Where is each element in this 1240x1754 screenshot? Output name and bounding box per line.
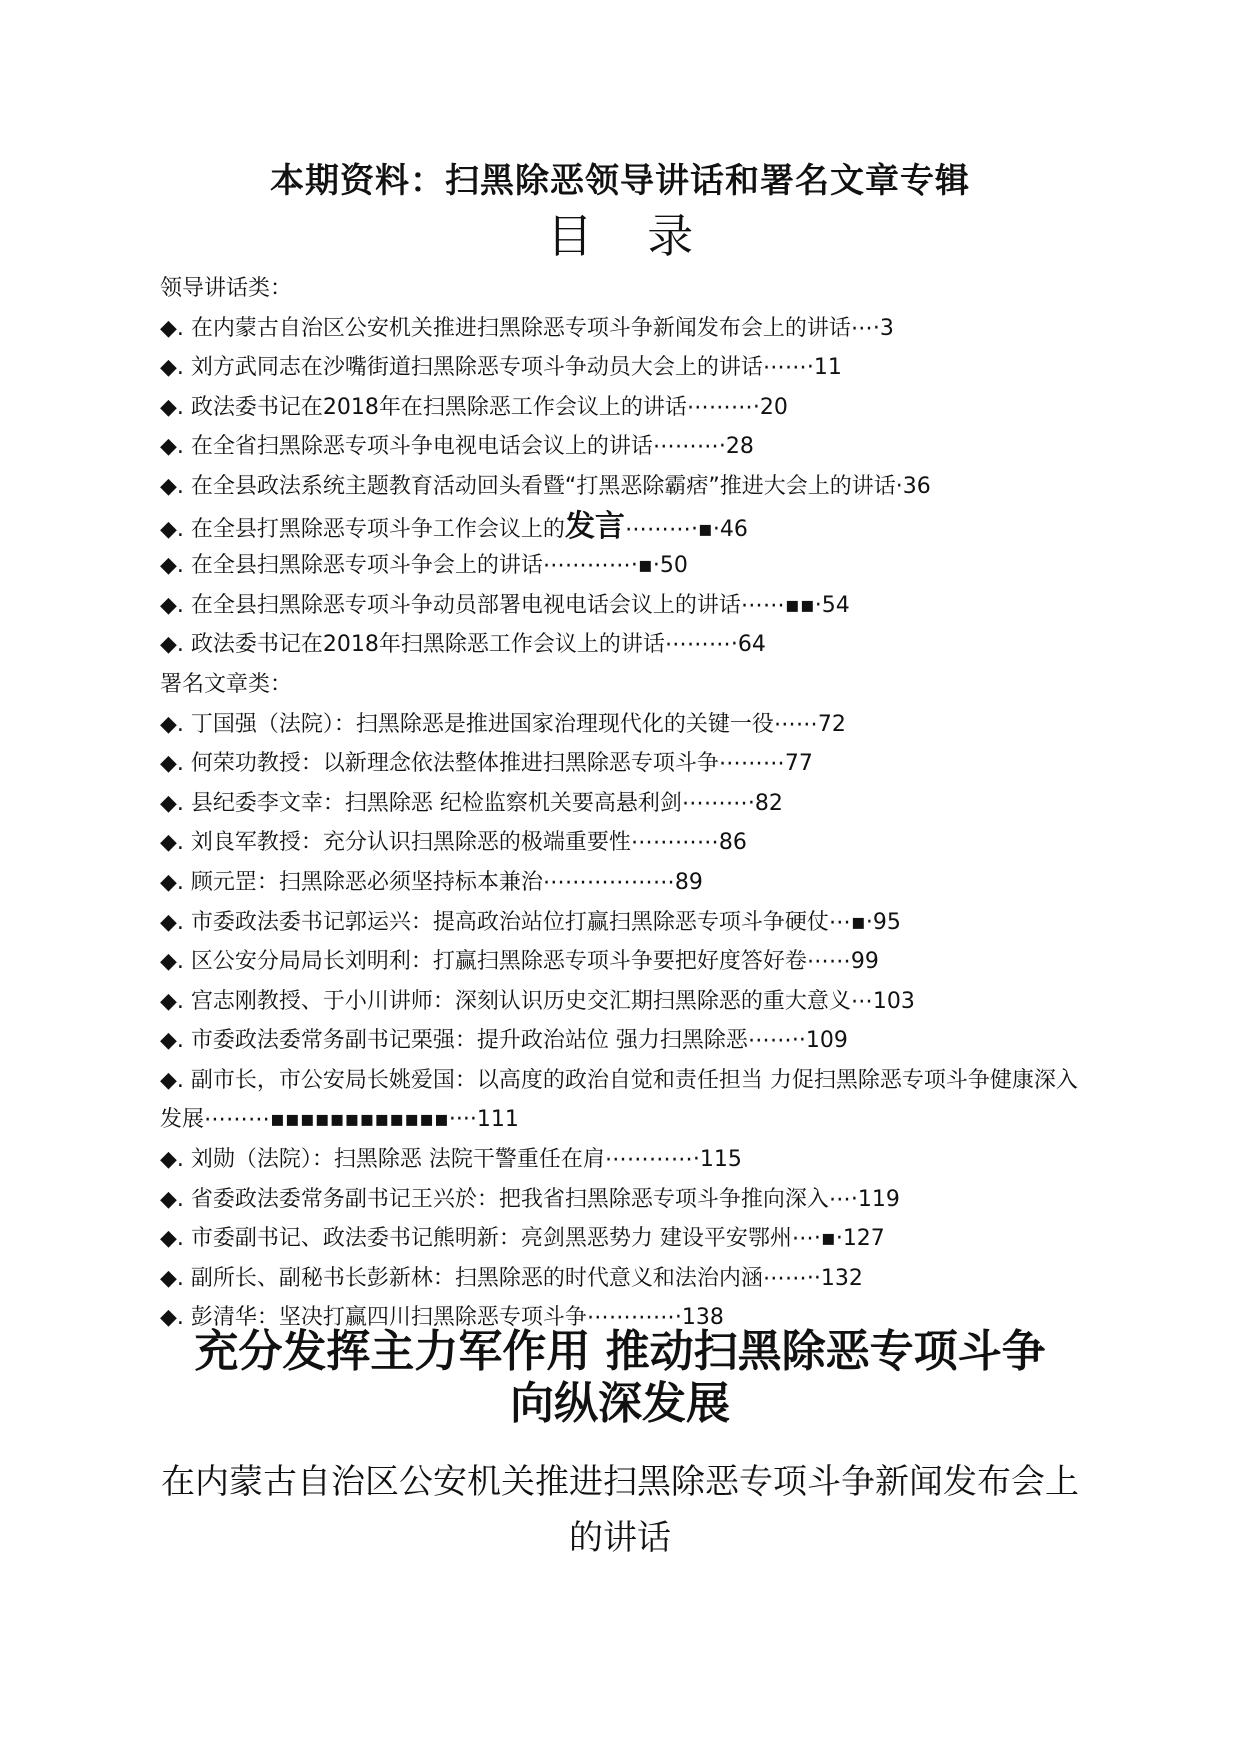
toc-entry[interactable]: [160, 1140, 1090, 1180]
toc-entry[interactable]: [160, 507, 1090, 547]
diamond-bullet-icon: ◆.: [160, 1147, 184, 1173]
toc-entry-text: 在全县扫黑除恶专项斗争动员部署电视电话会议上的讲话⋯⋯▪▪·54: [190, 592, 850, 618]
diamond-bullet-icon: ◆.: [160, 315, 184, 341]
toc-entry[interactable]: [160, 348, 1090, 388]
article-title: [150, 1326, 1090, 1430]
toc-entry-text: 省委政法委常务副书记王兴於：把我省扫黑除恶专项斗争推向深入⋯·119: [190, 1186, 900, 1212]
toc-entry-text: 刘良军教授：充分认识扫黑除恶的极端重要性⋯⋯⋯⋯86: [190, 830, 747, 856]
diamond-bullet-icon: ◆.: [160, 355, 184, 381]
toc-entry[interactable]: [160, 309, 1090, 349]
toc-entry-text: 在内蒙古自治区公安机关推进扫黑除恶专项斗争新闻发布会上的讲话⋯·3: [190, 315, 894, 341]
diamond-bullet-icon: ◆.: [160, 434, 184, 460]
toc-entry-text: 在全县扫黑除恶专项斗争会上的讲话⋯⋯⋯⋯·▪·50: [190, 553, 688, 579]
toc-entry[interactable]: [160, 625, 1090, 665]
toc-entry-text: 顾元罡：扫黑除恶必须坚持标本兼治⋯⋯⋯⋯⋯⋯89: [190, 869, 703, 895]
toc-entry[interactable]: [160, 784, 1090, 824]
toc-entry[interactable]: [160, 823, 1090, 863]
article-subtitle-line: 的讲话: [569, 1518, 671, 1558]
diamond-bullet-icon: ◆.: [160, 516, 184, 542]
diamond-bullet-icon: ◆.: [160, 394, 184, 420]
diamond-bullet-icon: ◆.: [160, 830, 184, 856]
toc-entry-text: 副所长、副秘书长彭新林：扫黑除恶的时代意义和法治内涵⋯⋯··132: [190, 1265, 863, 1291]
diamond-bullet-icon: ◆.: [160, 711, 184, 737]
toc-entry[interactable]: [160, 546, 1090, 586]
issue-heading: 本期资料：扫黑除恶领导讲话和署名文章专辑: [270, 161, 970, 201]
diamond-bullet-icon: ◆.: [160, 1028, 184, 1054]
toc-entry[interactable]: [160, 942, 1090, 982]
article-subtitle: [150, 1454, 1090, 1566]
toc-entry-text: 副市长，市公安局长姚爱国：以高度的政治自觉和责任担当 力促扫黑除恶专项斗争健康深入发展⋯⋯⋯▪▪▪▪▪▪▪▪▪▪▪▪····111: [160, 1067, 1078, 1133]
diamond-bullet-icon: ◆.: [160, 473, 184, 499]
diamond-bullet-icon: ◆.: [160, 1226, 184, 1252]
diamond-bullet-icon: ◆.: [160, 1186, 184, 1212]
toc-entry-text: 政法委书记在2018年在扫黑除恶工作会议上的讲话⋯⋯⋯·20: [190, 394, 788, 420]
toc-entry[interactable]: [160, 1061, 1090, 1140]
toc-entry[interactable]: [160, 1180, 1090, 1220]
toc-entry-suffix: ⋯⋯⋯·▪·46: [624, 516, 748, 542]
diamond-bullet-icon: ◆.: [160, 751, 184, 777]
diamond-bullet-icon: ◆.: [160, 909, 184, 935]
toc-entry[interactable]: [160, 388, 1090, 428]
toc-entry-emphasis: 发言: [564, 508, 625, 544]
toc-entry-text: 在全县政法系统主题教育活动回头看暨“打黑恶除霸痞”推进大会上的讲话·36: [190, 473, 931, 499]
toc-entry-text: 在全省扫黑除恶专项斗争电视电话会议上的讲话⋯⋯⋯·28: [190, 434, 754, 460]
toc-section-speeches: 领导讲话类：: [160, 276, 293, 301]
toc-entry-text: 市委政法委常务副书记栗强：提升政治站位 强力扫黑除恶⋯⋯··109: [190, 1028, 848, 1054]
diamond-bullet-icon: ◆.: [160, 592, 184, 618]
diamond-bullet-icon: ◆.: [160, 1067, 184, 1093]
toc-entry-text: 政法委书记在2018年扫黑除恶工作会议上的讲话⋯⋯⋯·64: [190, 632, 766, 658]
toc-entry-prefix: 在全县打黑除恶专项斗争工作会议上的: [190, 516, 565, 542]
article-title-line: 向纵深发展: [510, 1378, 730, 1429]
toc-entry[interactable]: [160, 427, 1090, 467]
toc-entry[interactable]: [160, 586, 1090, 626]
diamond-bullet-icon: ◆.: [160, 988, 184, 1014]
article-subtitle-line: 在内蒙古自治区公安机关推进扫黑除恶专项斗争新闻发布会上: [161, 1462, 1079, 1502]
toc-entry[interactable]: [160, 903, 1090, 943]
toc-entry[interactable]: [160, 467, 1090, 507]
toc-entry[interactable]: [160, 705, 1090, 745]
toc-entry-text: 宫志刚教授、于小川讲师：深刻认识历史交汇期扫黑除恶的重大意义⋯103: [190, 988, 915, 1014]
toc-entry-text: 市委副书记、政法委书记熊明新：亮剑黑恶势力 建设平安鄂州⋯·▪·127: [190, 1226, 885, 1252]
diamond-bullet-icon: ◆.: [160, 1305, 184, 1331]
diamond-bullet-icon: ◆.: [160, 790, 184, 816]
toc-entry-text: 彭清华：坚决打赢四川扫黑除恶专项斗争⋯⋯⋯⋯·138: [190, 1305, 724, 1331]
toc-entry-text: 市委政法委书记郭运兴：提高政治站位打赢扫黑除恶专项斗争硬仗⋯▪·95: [190, 909, 901, 935]
toc-entry[interactable]: [160, 1219, 1090, 1259]
diamond-bullet-icon: ◆.: [160, 1265, 184, 1291]
toc-title: 目 录: [546, 209, 694, 263]
toc-section-articles: 署名文章类：: [160, 671, 293, 697]
toc-entry[interactable]: [160, 982, 1090, 1022]
diamond-bullet-icon: ◆.: [160, 632, 184, 658]
toc-entry-text: 刘勋（法院）：扫黑除恶 法院干警重任在肩⋯⋯⋯⋯·115: [190, 1147, 742, 1173]
toc-entry-text: 区公安分局局长刘明利：打赢扫黑除恶专项斗争要把好度答好卷⋯⋯99: [190, 949, 879, 975]
toc-entry-text: 刘方武同志在沙嘴街道扫黑除恶专项斗争动员大会上的讲话⋯⋯·11: [190, 355, 842, 381]
toc-entry-text: 县纪委李文幸：扫黑除恶 纪检监察机关要高悬利剑⋯⋯⋯·82: [190, 790, 783, 816]
toc-entry[interactable]: [160, 1021, 1090, 1061]
diamond-bullet-icon: ◆.: [160, 949, 184, 975]
toc-entry-text: 何荣功教授：以新理念依法整体推进扫黑除恶专项斗争⋯⋯⋯77: [190, 751, 813, 777]
diamond-bullet-icon: ◆.: [160, 553, 184, 579]
toc-entry[interactable]: [160, 863, 1090, 903]
diamond-bullet-icon: ◆.: [160, 869, 184, 895]
article-title-line: 充分发挥主力军作用 推动扫黑除恶专项斗争: [194, 1326, 1046, 1377]
table-of-contents: [160, 269, 1090, 1338]
toc-entry-text: 丁国强（法院）：扫黑除恶是推进国家治理现代化的关键一役⋯⋯72: [190, 711, 846, 737]
toc-entry[interactable]: [160, 1259, 1090, 1299]
toc-entry[interactable]: [160, 744, 1090, 784]
